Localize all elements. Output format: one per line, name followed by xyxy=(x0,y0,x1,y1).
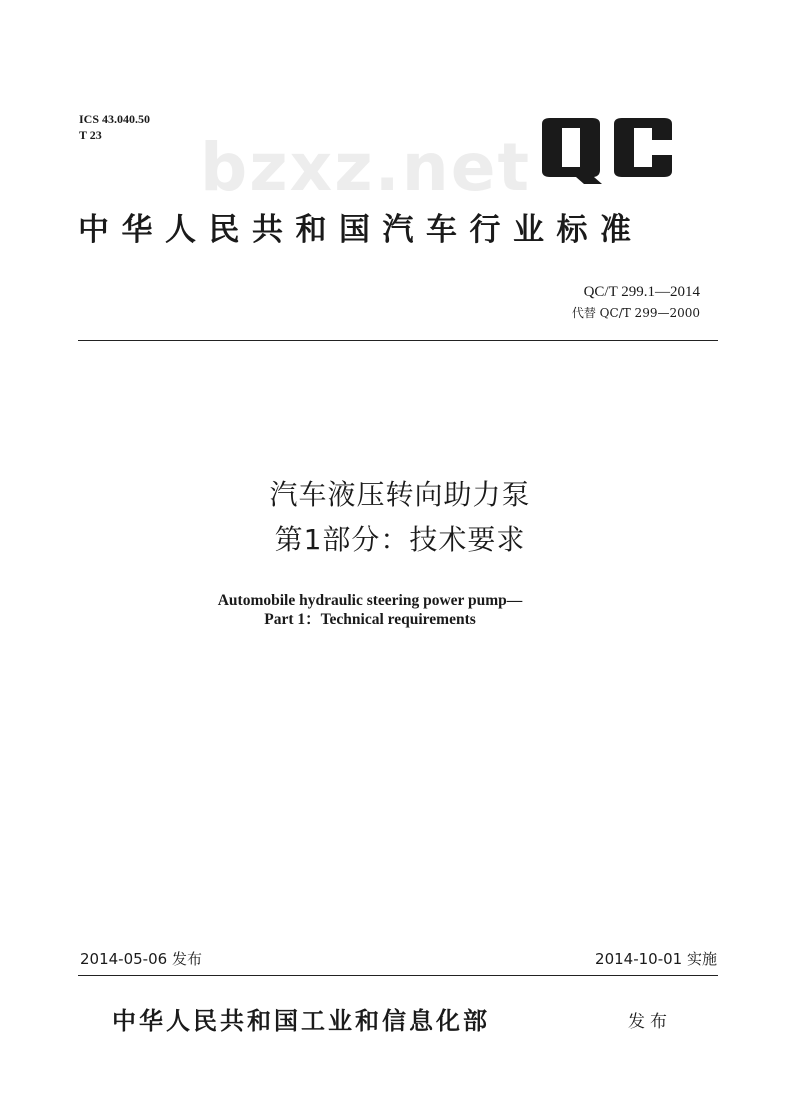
implementation-date: 2014-10-01 实施 xyxy=(595,950,717,968)
title-en-line2: Part 1：Technical requirements xyxy=(264,611,476,628)
header-divider xyxy=(78,340,718,341)
title-cn-line2: 第1部分：技术要求 xyxy=(274,523,526,556)
classification-block xyxy=(79,111,150,143)
standard-number: QC/T 299.1—2014 xyxy=(583,284,700,300)
ics-code: ICS 43.040.50 xyxy=(79,112,151,126)
qc-logo xyxy=(538,118,672,184)
issue-date: 2014-05-06 发布 xyxy=(80,950,202,968)
ministry-title: 中华人民共和国汽车行业标准 xyxy=(78,212,644,248)
issuing-authority: 中华人民共和国工业和信息化部 xyxy=(112,1006,490,1035)
title-en-line1: Automobile hydraulic steering power pump— xyxy=(217,592,523,609)
watermark: bzxz.net xyxy=(200,129,532,206)
replaces-standard: 代替 QC/T 299—2000 xyxy=(571,306,700,320)
class-code: T 23 xyxy=(79,128,102,142)
title-cn-line1: 汽车液压转向助力泵 xyxy=(269,478,531,511)
issuing-verb: 发布 xyxy=(628,1012,672,1032)
footer-divider xyxy=(78,975,718,976)
